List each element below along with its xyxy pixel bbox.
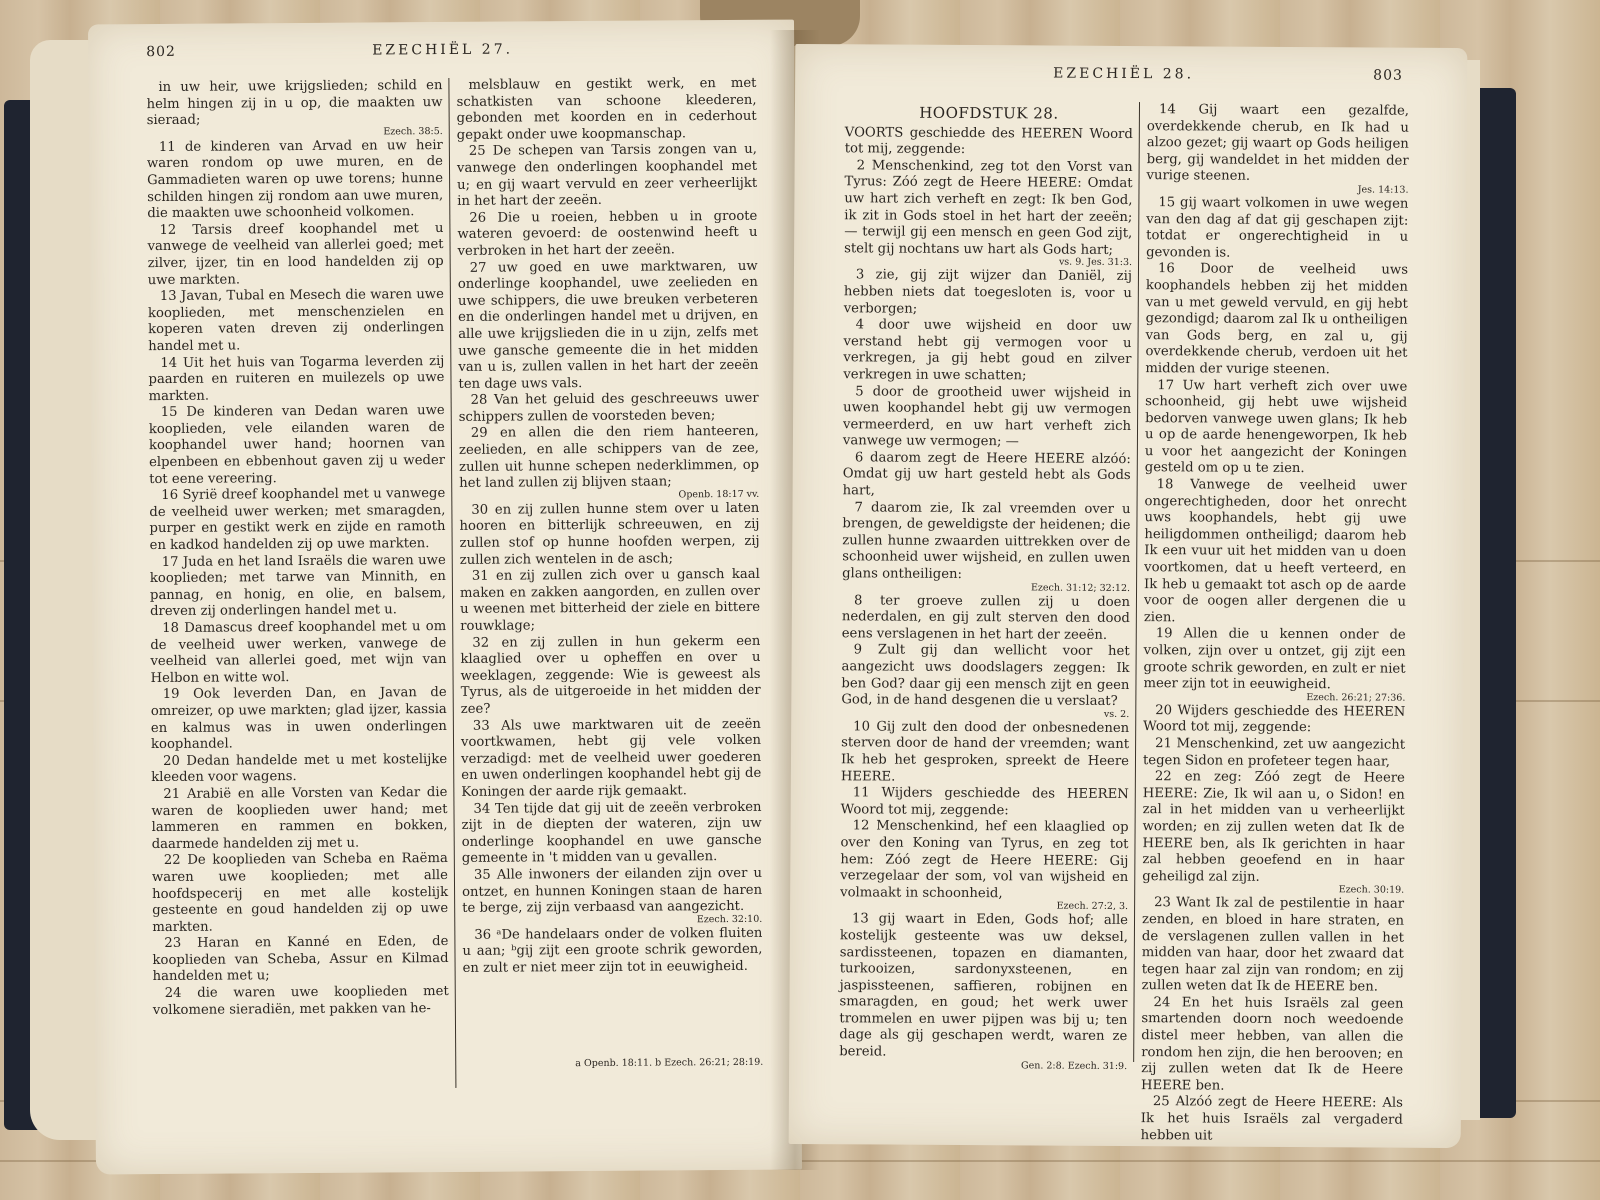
verse-text: 18 Vanwege de veelheid uwer ongerechtigheden, door het onrecht uws koophandels, hebt gij uwe heiligdommen ontheiligd; daarom heb Ik een vuur uit het midden van u doen voortkomen, dat u heeft verteerd, en Ik heb u gemaakt tot asch op de aarde voor de oogen aller dergenen die u zien.	[1143, 477, 1407, 626]
verse-paragraph	[841, 643, 1129, 721]
verse-text: 34 Ten tijde dat gij uit de zeeën verbroken zijt in de diepten der wateren, zijn uw onderlinge koophandel en uwe gansche gemeente in 't midden van u gevallen.	[461, 799, 762, 867]
verse-paragraph	[844, 268, 1132, 320]
verse-paragraph	[1142, 769, 1405, 897]
verse-text: 24 En het huis Israëls zal geen smartenden doorn noch weedoende distel meer hebben, van allen die rondom hen zijn, die hen berooven; en zij zullen weten dat Ik de Heere HEERE ben.	[1140, 995, 1404, 1094]
verse-paragraph	[459, 424, 760, 502]
verse-text: VOORTS geschiedde des HEEREN Woord tot mij, zeggende:	[844, 124, 1133, 158]
verse-paragraph	[151, 685, 447, 753]
verse-text: 15 gij waart volkomen in uwe wegen van den dag af dat gij geschapen zijt: totdat er ongerechtigheid in u gevonden is.	[1146, 195, 1409, 261]
verse-paragraph	[149, 486, 445, 554]
verse-paragraph	[1141, 1095, 1403, 1146]
verse-paragraph	[456, 76, 756, 144]
chapter-heading: HOOFDSTUK 28.	[919, 103, 1059, 123]
verse-paragraph	[150, 553, 446, 621]
verse-text: 3 zie, gij zijt wijzer dan Daniël, zij hebben niets dat toegesloten is, voor u verborgen;	[843, 267, 1132, 317]
column-rule	[448, 78, 456, 1088]
verse-text: 15 De kinderen van Dedan waren uwe kooplieden, vele eilanden waren de koophandel uwer hand; hoornen van elpenbeen en ebbenhout gaven zij u weder tot eene vereering.	[148, 403, 446, 487]
verse-paragraph	[148, 287, 444, 355]
verse-text: 33 Als uwe marktwaren uit de zeeën voortkwamen, hebt gij vele volken verzadigd: met de veelheid uwer goederen en uwen onderlingen koophandel hebt gij de Koningen der aarde rijk gemaakt.	[460, 716, 762, 800]
verse-paragraph	[841, 719, 1129, 787]
verse-text: 22 De kooplieden van Scheba en Raëma waren uwe kooplieden; met alle hoofdspecerij en met alle kostelijk gesteente en goud handelden zij op uwe markten.	[151, 851, 449, 935]
verse-text: 27 uw goed en uwe marktwaren, uw onderlinge koophandel, uwe zeelieden en uwe schippers, die uwe breuken verbeteren en die onderlingen handel met u drijven, en alle uwe krijgslieden die in u zijn, zelfs met uwe gansche gemeente die in het midden van u is, zullen vallen in het hart der zeeën ten dage uws vals.	[457, 258, 759, 392]
verse-text: 18 Damascus dreef koophandel met u om de veelheid uwer werken, vanwege de veelheid van allerlei goed, met wijn van Helbon en witte wol.	[150, 618, 447, 686]
verse-paragraph	[843, 384, 1131, 452]
verse-paragraph	[1144, 477, 1407, 628]
verse-text: 13 gij waart in Eden, Gods hof; alle kostelijk gesteente was uw deksel, sardissteenen, topazen en diamanten, turkooizen, sardonyxsteenen, en jaspissteenen, saffieren, robijnen en smaragden, en goud; het werk uwer trommelen en uwer pijpen was bij u; ten dage als gij geschapen werdt, waren ze bereid.	[839, 911, 1129, 1060]
verse-paragraph	[149, 403, 446, 488]
verse-paragraph	[457, 142, 757, 210]
verse-text: 12 Tarsis dreef koophandel met u vanwege de veelheid van allerlei goed; met zilver, ijzer, tin en lood handelden zij op uwe markten.	[147, 220, 444, 288]
verse-text: in uw heir, uwe krijgslieden; schild en helm hingen zij in u op, die maakten uw sieraad;	[146, 78, 443, 129]
verse-text: 16 Syrië dreef koophandel met u vanwege de veelheid uwer werken; met smaragden, purper en gestikt werk en zijde en ramoth en kadkod handelden zij op uwe markten.	[149, 486, 446, 554]
verse-paragraph	[461, 799, 761, 867]
verse-text: 13 Javan, Tubal en Mesech die waren uwe kooplieden, met menschenzielen en koperen vaten dreven zij onderlingen handel met u.	[147, 287, 445, 354]
verse-text: 9 Zult gij dan wellicht voor het aangezicht uws doodslagers zeggen: Ik ben God? daar gij een mensch zijt en geen God, in de hand desgenen die u verslaat?	[841, 642, 1130, 710]
verse-text: 14 Uit het huis van Togarma leverden zij paarden en ruiteren en muilezels op uwe markten.	[148, 353, 445, 404]
cross-reference: Ezech. 26:21; 27:36.	[1306, 691, 1406, 704]
cross-reference: Openb. 18:17 vv.	[678, 488, 760, 501]
verse-paragraph	[460, 633, 761, 718]
verse-text: melsblauw en gestikt werk, en met schatkisten van schoone kleederen, gebonden met koorden en in cederhout gepakt onder uwe koopmanschap.	[456, 75, 757, 143]
column-rule	[1133, 102, 1140, 1062]
text-column-2	[456, 76, 763, 1138]
verse-paragraph	[842, 593, 1130, 645]
verse-paragraph	[1146, 195, 1408, 263]
verse-text: 25 Alzóó zegt de Heere HEERE: Als Ik het huis Israëls zal vergaderd hebben uit	[1140, 1094, 1403, 1144]
cross-reference: Ezech. 31:12; 32:12.	[1030, 582, 1131, 594]
text-column-2	[1140, 102, 1410, 1144]
verse-text: 6 daarom zegt de Heere HEERE alzóó: Omdat gij uw hart gesteld hebt als Gods hart,	[842, 450, 1131, 499]
verse-text: 35 Alle inwoners der eilanden zijn over u ontzet, en hunnen Koningen staan de haren te berge, zij zijn verbaasd van aangezicht.	[462, 865, 763, 916]
page-number: 803	[1373, 67, 1403, 84]
verse-text: 23 Haran en Kanné en Eden, de kooplieden van Scheba, Assur en Kilmad handelden met u;	[152, 934, 449, 985]
verse-text: 28 Van het geluid des geschreeuws uwer schippers zullen de voorsteden beven;	[458, 391, 759, 425]
verse-paragraph	[462, 866, 762, 928]
verse-text: 23 Want Ik zal de pestilentie in haar zenden, en bloed in hare straten, en de verslagenen zullen vallen in het midden van haar, door het zwaard dat tegen haar zal zijn van rondom; en zij zullen weten dat Ik de HEERE ben.	[1141, 895, 1405, 995]
verse-text: 2 Menschenkind, zeg tot den Vorst van Tyrus: Zóó zegt de Heere HEERE: Omdat uw hart zich verheft en zegt: Ik ben God, ik zit in Gods stoel in het hart der zeeën; — terwijl gij een mensch en geen God zijt, stelt gij nochtans uw hart als Gods hart;	[844, 158, 1133, 258]
verse-text: 7 daarom zie, Ik zal vreemden over u brengen, de geweldigste der heidenen; die zullen hunne zwaarden uittrekken over de schoonheid uwer wijsheid, en zullen uwen glans ontheiligen:	[842, 499, 1131, 583]
cross-reference: Ezech. 38:5.	[383, 125, 443, 138]
verse-paragraph	[461, 716, 762, 801]
verse-text: 30 en zij zullen hunne stem over u laten hooren en bitterlijk schreeuwen, en zij zullen stof op hunne hoofden werpen, zij zullen zich wentelen in de asch;	[459, 500, 760, 568]
cross-reference: vs. 2.	[1103, 708, 1130, 720]
footnote: a Openb. 18:11. b Ezech. 26:21; 28:19.	[575, 1056, 764, 1070]
verse-paragraph	[1141, 995, 1404, 1096]
verse-text: 20 Dedan handelde met u met kostelijke kleeden voor wagens.	[151, 751, 448, 786]
verse-paragraph	[462, 925, 762, 977]
verse-text: 21 Menschenkind, zet uw aangezicht tegen Sidon en profeteer tegen haar,	[1142, 736, 1406, 770]
verse-paragraph	[458, 258, 759, 393]
verse-paragraph	[146, 78, 442, 140]
verse-text: 31 en zij zullen zich over u gansch kaal maken en zakken aangorden, en zullen over u weenen met bitterheid der ziele en bittere rouwklage;	[459, 567, 761, 634]
verse-text: 12 Menschenkind, hef een klaaglied op over den Koning van Tyrus, en zeg tot hem: Zóó zegt de Heere HEERE: Gij verzegelaar der som, vol van wijsheid en volmaakt in schoonheid,	[840, 818, 1129, 901]
cross-reference: Ezech. 27:2, 3.	[1056, 900, 1129, 913]
verse-text: 26 Die u roeien, hebben u in groote wateren gevoerd: de oostenwind heeft u verbroken in het hart der zeeën.	[457, 208, 758, 259]
verse-paragraph	[839, 912, 1128, 1073]
verse-paragraph	[1143, 736, 1405, 771]
verse-text: 20 Wijders geschiedde des HEEREN Woord tot mij, zeggende:	[1143, 702, 1406, 736]
verse-paragraph	[147, 138, 444, 223]
verse-paragraph	[147, 221, 443, 289]
verse-paragraph	[841, 785, 1129, 820]
verse-paragraph	[840, 819, 1129, 914]
verse-paragraph	[1142, 895, 1405, 996]
verse-text: 29 en allen die den riem hanteeren, zeelieden, en alle schippers van de zee, zullen uit hunne schepen nederklimmen, op het land zullen zij blijven staan;	[458, 424, 760, 492]
verse-paragraph	[151, 785, 447, 853]
verse-text: 19 Ook leverden Dan, en Javan de omreizer, op uwe markten; glad ijzer, kassia en kalmus was in uwen onderlingen koophandel.	[150, 685, 447, 753]
verse-paragraph	[843, 317, 1131, 385]
verse-text: 11 Wijders geschiedde des HEEREN Woord tot mij, zeggende:	[840, 785, 1129, 819]
verse-text: 5 door de grootheid uwer wijsheid in uwen koophandel hebt gij uw vermogen vermeerderd, en uw hart verheft zich vanwege uw vermogen; —	[842, 383, 1132, 450]
verse-paragraph	[1143, 703, 1405, 738]
verse-text: 32 en zij zullen in hun gekerm een klaaglied over u opheffen en over u weeklagen, zeggende: Wie is geweest als Tyrus, als de uitgeroeide in het midden der zee?	[460, 633, 761, 717]
cross-reference: Ezech. 30:19.	[1338, 884, 1405, 897]
verse-text: 36 ᵃDe handelaars onder de volken fluiten u aan; ᵇgij zijt een groote schrik geworden, en zult er niet meer zijn tot in eeuwigheid.	[462, 925, 763, 976]
verse-text: 4 door uwe wijsheid en door uw verstand hebt gij vermogen voor u verkregen, ja gij hebt goud en zilver verkregen in uwe schatten;	[843, 317, 1132, 384]
verse-text: 21 Arabië en alle Vorsten van Kedar die waren de kooplieden uwer hand; met lammeren en rammen en bokken, daarmede handelden zij met u.	[151, 784, 448, 852]
verse-text: 14 Gij waart een gezalfde, overdekkende cherub, en Ik had u alzoo gezet; gij waart op Gods heiligen berg, gij wandeldet in het midden der vurige steenen.	[1146, 102, 1410, 185]
verse-paragraph	[1145, 261, 1408, 379]
right-page	[789, 44, 1468, 1148]
verse-paragraph	[460, 567, 760, 635]
running-title: EZECHIËL 28.	[1053, 65, 1195, 83]
cross-reference: vs. 9. Jes. 31:3.	[1058, 256, 1133, 269]
verse-text: 11 de kinderen van Arvad en uw heir waren rondom op uwe muren, en de Gammadieten waren op uwe torens; hunne schilden hingen zij rondom aan uwe muren, die maakten uwe schoonheid volkomen.	[146, 137, 444, 222]
cross-reference: Gen. 2:8. Ezech. 31:9.	[1021, 1060, 1128, 1072]
verse-paragraph	[459, 391, 759, 426]
verse-paragraph	[844, 158, 1133, 269]
verse-paragraph	[152, 851, 449, 936]
verse-paragraph	[153, 984, 449, 1019]
verse-paragraph	[148, 353, 444, 405]
verse-paragraph	[1143, 627, 1405, 705]
verse-paragraph	[152, 934, 448, 986]
text-column-1	[839, 100, 1133, 1102]
verse-paragraph	[842, 500, 1131, 595]
verse-paragraph	[457, 209, 757, 261]
verse-text: 25 De schepen van Tarsis zongen van u, vanwege den onderlingen koophandel met u; en gij waart vervuld en zeer verheerlijkt in het hart der zeeën.	[456, 142, 758, 210]
verse-text: 17 Uw hart verheft zich over uwe schoonheid, gij hebt uwe wijsheid bedorven vanwege uwen glans; Ik heb u op de aarde henengeworpen, Ik heb u voor het aangezicht der Koningen gesteld om op u te zien.	[1144, 377, 1408, 477]
verse-paragraph	[150, 619, 446, 687]
page-number: 802	[146, 43, 176, 61]
verse-paragraph	[1145, 378, 1408, 479]
verse-paragraph	[843, 450, 1131, 502]
verse-paragraph	[151, 752, 447, 787]
verse-paragraph	[1146, 102, 1409, 197]
verse-paragraph	[459, 501, 759, 569]
cross-reference: Ezech. 32:10.	[696, 913, 763, 925]
cross-reference: Jes. 14:13.	[1357, 184, 1409, 196]
verse-text: 10 Gij zult den dood der onbesnedenen sterven door de hand der vreemden; want Ik heb het gesproken, spreekt de Heere HEERE.	[840, 719, 1130, 785]
text-column-1	[146, 78, 449, 1140]
running-title: EZECHIËL 27.	[372, 41, 514, 59]
left-page	[88, 20, 802, 1175]
verse-text: 16 Door de veelheid uws koophandels hebben zij het midden van u met geweld vervuld, en gij hebt gezondigd; daarom zal Ik u ontheiligen van Gods berg, en zal u, gij overdekkende cherub, verdoen uit het midden der vurige steenen.	[1145, 261, 1409, 378]
verse-paragraph	[845, 125, 1133, 160]
verse-text: 17 Juda en het land Israëls die waren uwe kooplieden; met tarwe van Minnith, en pannag, en honig, en olie, en balsem, dreven zij onderlingen handel met u.	[149, 552, 447, 620]
verse-text: 19 Allen die u kennen onder de volken, zijn over u ontzet, gij zijt een groote schrik geworden, en zult er niet meer zijn tot in eeuwigheid.	[1143, 626, 1406, 693]
verse-text: 24 die waren uwe kooplieden met volkomene sieradiën, met pakken van he-	[152, 984, 449, 1018]
verse-text: 22 en zeg: Zóó zegt de Heere HEERE: Zie, Ik wil aan u, o Sidon! en zal in het midden van u verheerlijkt worden; en zij zullen weten dat Ik de HEERE ben, als Ik gerichten in haar zal hebben geoefend en in haar geheiligd zal zijn.	[1142, 769, 1405, 885]
verse-text: 8 ter groeve zullen zij u doen nederdalen, en gij zult sterven den dood eens verslagenen in het hart der zeeën.	[841, 592, 1131, 643]
